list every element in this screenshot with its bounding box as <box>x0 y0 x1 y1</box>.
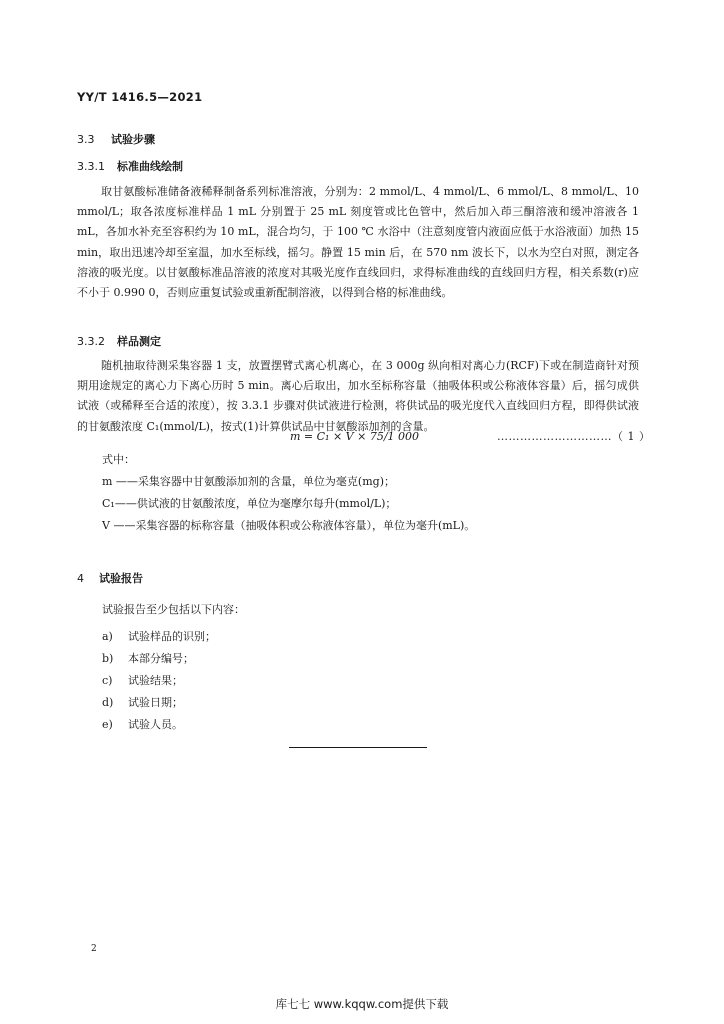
list-label: c) <box>102 674 113 687</box>
list-text: 试验人员。 <box>128 718 183 731</box>
list-text: 试验样品的识别； <box>128 630 216 643</box>
where-label: 式中： <box>102 453 135 466</box>
list-item <box>102 694 183 710</box>
list-item <box>102 650 194 666</box>
section-title: 标准曲线绘制 <box>117 160 183 173</box>
page-number: 2 <box>91 944 97 954</box>
list-text: 试验日期； <box>128 696 183 709</box>
formula-number: …………………………（ 1 ） <box>497 430 651 443</box>
section-number: 3.3.1 <box>77 160 105 173</box>
list-label: a) <box>102 630 113 643</box>
section-4-heading <box>77 570 143 586</box>
end-rule <box>289 747 427 748</box>
section-number: 4 <box>77 572 84 585</box>
list-label: d) <box>102 696 114 709</box>
list-item <box>102 716 183 732</box>
list-text: 本部分编号； <box>128 652 194 665</box>
section-3-3-1-heading <box>77 158 183 174</box>
list-text: 试验结果； <box>128 674 183 687</box>
download-footer: 库七七 www.kqqw.com提供下载 <box>275 997 449 1011</box>
list-item <box>102 628 216 644</box>
formula: m = C₁ × V × 75/1 000 <box>290 430 420 443</box>
section-title: 试验步骤 <box>111 133 155 146</box>
standard-curve-paragraph: 取甘氨酸标准储备液稀释制备系列标准溶液，分别为：2 mmol/L、4 mmol/L、6 mmol/L、8 mmol/L、10 mmol/L；取各浓度标准样品 1 mL 分别置于 25 mL 刻度管或比色管中，然后加入茚三酮溶液和缓冲溶液各 1 mL，各加水补充至容积约为 10 mL，混合均匀，于 100 ℃ 水浴中（注意刻度管内液面应低于水浴液面）加热 15 min，取出迅速冷却至室温，加水至标线，摇匀。静置 15 min 后，在 570 nm 波长下，以水为空白对照，测定各溶液的吸光度。以甘氨酸标准品溶液的浓度对其吸光度作直线回归，求得标准曲线的直线回归方程，相关系数(r)应不小于 0.990 0，否则应重复试验或重新配制溶液，以得到合格的标准曲线。 <box>77 185 639 300</box>
list-label: b) <box>102 652 114 665</box>
list-item <box>102 672 183 688</box>
definition-c1: C₁——供试液的甘氨酸浓度，单位为毫摩尔每升(mmol/L)； <box>102 497 397 510</box>
definition-v: V ——采集容器的标称容量（抽吸体积或公称液体容量），单位为毫升(mL)。 <box>102 519 476 532</box>
section-title: 试验报告 <box>99 572 143 585</box>
definition-m: m ——采集容器中甘氨酸添加剂的含量，单位为毫克(mg)； <box>102 475 395 488</box>
list-label: e) <box>102 718 113 731</box>
section-number: 3.3 <box>77 133 95 146</box>
sample-measurement-paragraph: 随机抽取待测采集容器 1 支，放置摆臂式离心机离心，在 3 000g 纵向相对离心力(RCF)下或在制造商针对预期用途规定的离心力下离心历时 5 min。离心后取出，加水至标称容量（抽吸体积或公称液体容量）后，摇匀成供试液（或稀释至合适的浓度），按 3.3.1 步骤对供试液进行检测，将供试品的吸光度代入直线回归方程，即得供试液的甘氨酸浓度 C₁(mmol/L)，按式(1)计算供试品中甘氨酸添加剂的含量。 <box>77 359 639 433</box>
section-title: 样品测定 <box>117 335 161 348</box>
section-3-3-heading <box>77 131 155 147</box>
section-number: 3.3.2 <box>77 335 105 348</box>
standard-number: YY/T 1416.5—2021 <box>77 90 203 104</box>
report-intro: 试验报告至少包括以下内容： <box>102 603 245 616</box>
section-3-3-2-heading <box>77 333 161 349</box>
